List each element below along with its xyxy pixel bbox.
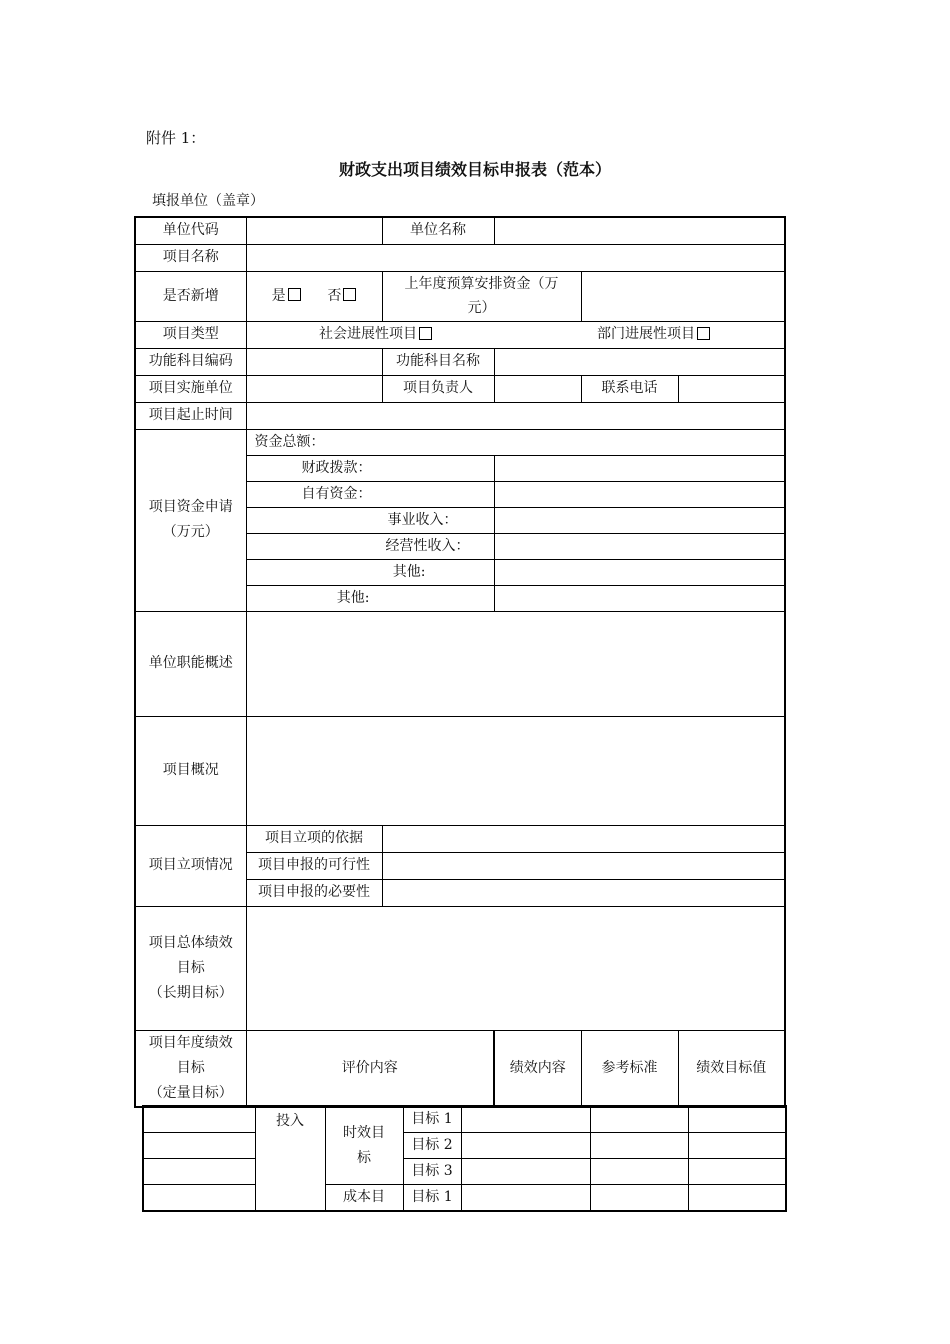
page-title: 财政支出项目绩效目标申报表（范本） <box>338 160 611 179</box>
type-dept-label: 部门进展性项目 <box>597 326 696 342</box>
target-1-label: 目标 1 <box>403 1106 461 1133</box>
target-3-value[interactable] <box>688 1159 786 1185</box>
cost-target-1-standard[interactable] <box>590 1185 688 1212</box>
project-type-options <box>246 321 785 348</box>
leader-field[interactable] <box>494 375 581 402</box>
own-funds-label: 自有资金： <box>246 481 494 507</box>
application-form-table <box>134 216 786 1108</box>
project-name-label: 项目名称 <box>135 244 246 271</box>
impl-unit-field[interactable] <box>246 375 382 402</box>
overall-goal-line1: 项目总体绩效 <box>148 934 233 951</box>
leader-label: 项目负责人 <box>382 375 494 402</box>
duties-field[interactable] <box>246 611 785 716</box>
business-income-label: 事业收入： <box>246 507 494 533</box>
other-a-label: 其他: <box>246 559 494 585</box>
yes-label: 是 <box>271 287 286 304</box>
type-social-label: 社会进展性项目 <box>319 326 417 342</box>
duties-label: 单位职能概述 <box>135 611 246 716</box>
target-2-content[interactable] <box>461 1133 590 1159</box>
fund-total-label: 资金总额： <box>246 429 785 455</box>
fiscal-label: 财政拨款： <box>246 455 494 481</box>
overview-label: 项目概况 <box>135 716 246 825</box>
ref-standard-header: 参考标准 <box>581 1030 678 1107</box>
operating-income-label: 经营性收入： <box>246 533 494 559</box>
cost-target-1-label: 目标 1 <box>403 1185 461 1212</box>
overall-goal-field[interactable] <box>246 906 785 1030</box>
project-type-label: 项目类型 <box>135 321 246 348</box>
necessity-field[interactable] <box>382 879 785 906</box>
feasibility-label: 项目申报的可行性 <box>246 852 382 879</box>
func-code-field[interactable] <box>246 348 382 375</box>
other-b-label: 其他: <box>246 585 494 611</box>
other-b-field[interactable] <box>494 585 785 611</box>
phone-field[interactable] <box>678 375 785 402</box>
last-year-funds-label: 上年度预算安排资金（万元） <box>382 271 581 321</box>
yes-checkbox[interactable] <box>288 288 301 301</box>
target-3-standard[interactable] <box>590 1159 688 1185</box>
annual-goal-line3: （定量目标） <box>148 1084 233 1101</box>
input-label: 投入 <box>255 1106 325 1211</box>
type-dept-checkbox[interactable] <box>697 327 710 340</box>
unit-code-label: 单位代码 <box>135 217 246 244</box>
overall-goal-label <box>135 906 246 1030</box>
eval-content-header: 评价内容 <box>246 1030 494 1107</box>
fund-apply-label <box>135 429 246 611</box>
overall-goal-line2: 目标 <box>176 959 205 976</box>
cost-label: 成本目 <box>325 1185 403 1212</box>
target-2-value[interactable] <box>688 1133 786 1159</box>
target-1-standard[interactable] <box>590 1106 688 1133</box>
filling-unit-label: 填报单位（盖章） <box>152 193 264 209</box>
overview-field[interactable] <box>246 716 785 825</box>
target-1-value[interactable] <box>688 1106 786 1133</box>
feasibility-field[interactable] <box>382 852 785 879</box>
target-value-header: 绩效目标值 <box>678 1030 785 1107</box>
period-field[interactable] <box>246 402 785 429</box>
fund-apply-label-line2: （万元） <box>162 524 219 540</box>
project-name-field[interactable] <box>246 244 785 271</box>
attachment-label: 附件 1： <box>146 129 206 147</box>
overall-goal-line3: （长期目标） <box>148 984 233 1001</box>
indicator-cell[interactable] <box>143 1106 255 1133</box>
approval-label: 项目立项情况 <box>135 825 246 906</box>
impl-unit-label: 项目实施单位 <box>135 375 246 402</box>
cost-target-1-content[interactable] <box>461 1185 590 1212</box>
indicator-cell[interactable] <box>143 1159 255 1185</box>
type-social-checkbox[interactable] <box>419 327 432 340</box>
indicator-cell[interactable] <box>143 1133 255 1159</box>
indicator-table <box>142 1105 787 1212</box>
period-label: 项目起止时间 <box>135 402 246 429</box>
timeliness-line2: 标 <box>357 1149 371 1166</box>
basis-label: 项目立项的依据 <box>246 825 382 852</box>
is-new-options <box>246 271 382 321</box>
fund-apply-label-line1: 项目资金申请 <box>148 499 233 515</box>
is-new-label: 是否新增 <box>135 271 246 321</box>
necessity-label: 项目申报的必要性 <box>246 879 382 906</box>
other-a-field[interactable] <box>494 559 785 585</box>
target-2-label: 目标 2 <box>403 1133 461 1159</box>
business-income-field[interactable] <box>494 507 785 533</box>
func-name-field[interactable] <box>494 348 785 375</box>
target-3-label: 目标 3 <box>403 1159 461 1185</box>
fiscal-field[interactable] <box>494 455 785 481</box>
cost-target-1-value[interactable] <box>688 1185 786 1212</box>
timeliness-label <box>325 1106 403 1185</box>
indicator-cell[interactable] <box>143 1185 255 1212</box>
no-label: 否 <box>327 287 342 304</box>
operating-income-field[interactable] <box>494 533 785 559</box>
target-3-content[interactable] <box>461 1159 590 1185</box>
func-code-label: 功能科目编码 <box>135 348 246 375</box>
annual-goal-label <box>135 1030 246 1107</box>
unit-name-label: 单位名称 <box>382 217 494 244</box>
no-checkbox[interactable] <box>343 288 356 301</box>
last-year-funds-field[interactable] <box>581 271 785 321</box>
target-1-content[interactable] <box>461 1106 590 1133</box>
func-name-label: 功能科目名称 <box>382 348 494 375</box>
annual-goal-line2: 目标 <box>176 1059 205 1076</box>
timeliness-line1: 时效目 <box>343 1124 385 1141</box>
own-funds-field[interactable] <box>494 481 785 507</box>
unit-code-field[interactable] <box>246 217 382 244</box>
basis-field[interactable] <box>382 825 785 852</box>
phone-label: 联系电话 <box>581 375 678 402</box>
perf-content-header: 绩效内容 <box>494 1030 581 1107</box>
annual-goal-line1: 项目年度绩效 <box>148 1034 233 1051</box>
unit-name-field[interactable] <box>494 217 785 244</box>
target-2-standard[interactable] <box>590 1133 688 1159</box>
